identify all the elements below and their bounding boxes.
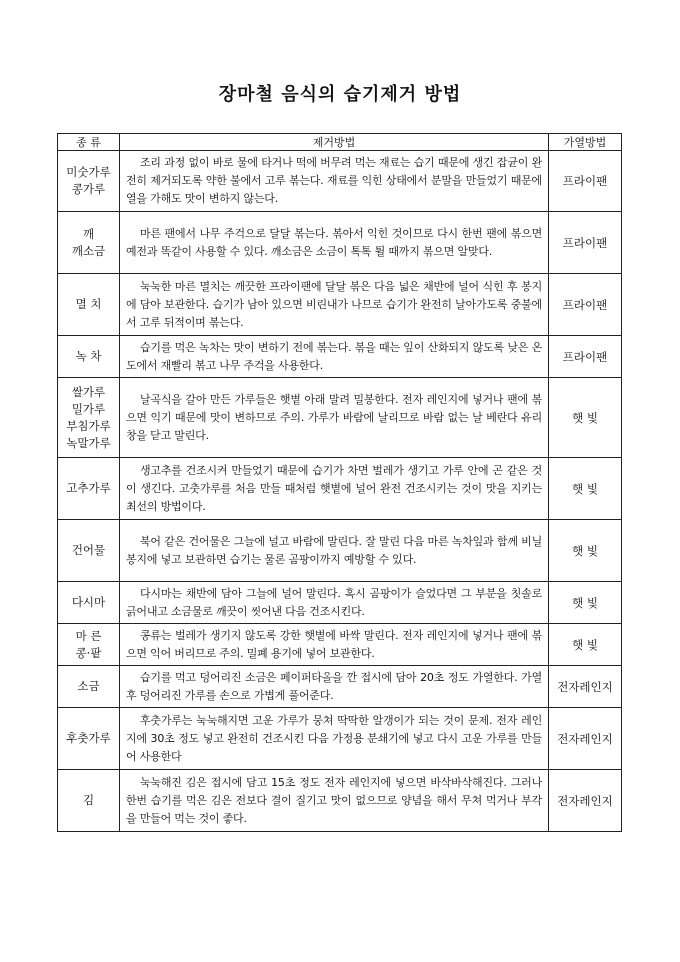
heating-method-cell: 햇 빛	[549, 458, 622, 520]
removal-method-cell: 눅눅한 마른 멸치는 깨끗한 프라이팬에 달달 볶은 다음 넓은 채반에 널어 식힌 후 봉지에 담아 보관한다. 습기가 남아 있으면 비린내가 나므로 습기가 완전히 날아가도록 중불에서 고루 뒤적이며 볶는다.	[120, 274, 549, 336]
heating-method-cell: 프라이팬	[549, 151, 622, 212]
food-type-line: 깨	[82, 226, 95, 241]
heating-method-cell: 전자레인지	[549, 708, 622, 770]
table-row	[58, 151, 622, 212]
food-type-cell	[58, 770, 120, 832]
food-type-line: 밀가루	[71, 401, 106, 416]
food-type-line: 김	[82, 793, 95, 807]
food-type-line: 소금	[77, 679, 100, 693]
removal-method-cell: 눅눅해진 김은 접시에 담고 15초 정도 전자 레인지에 넣으면 바삭바삭해진다. 그러나 한번 습기를 먹은 김은 전보다 결이 질기고 맛이 없으므로 양념을 해서 무쳐 먹거나 부각을 만들어 먹는 것이 좋다.	[120, 770, 549, 832]
removal-method-cell: 마른 팬에서 나무 주걱으로 달달 볶는다. 볶아서 익힌 것이므로 다시 한번 팬에 볶으면 예전과 똑같이 사용할 수 있다. 깨소금은 소금이 톡톡 튈 때까지 볶으면 알맞다.	[120, 212, 549, 274]
header-method: 제거방법	[120, 134, 549, 151]
removal-method-cell: 날곡식을 갈아 만든 가루들은 햇볕 아래 말려 밀봉한다. 전자 레인지에 넣거나 팬에 볶으면 익기 때문에 맛이 변하므로 주의. 가루가 바람에 날리므로 바람 없는 날 베란다 유리창을 닫고 말린다.	[120, 378, 549, 458]
header-type: 종 류	[58, 134, 120, 151]
removal-method-cell: 콩류는 벌레가 생기지 않도록 강한 햇볕에 바싹 말린다. 전자 레인지에 넣거나 팬에 볶으면 익어 버리므로 주의. 밀폐 용기에 넣어 보관한다.	[120, 624, 549, 666]
heating-method-cell: 프라이팬	[549, 336, 622, 378]
heating-method-cell: 햇 빛	[549, 520, 622, 582]
food-type-line: 고추가루	[66, 481, 111, 495]
food-type-cell	[58, 666, 120, 708]
food-type-cell	[58, 378, 120, 458]
food-type-line: 멸 치	[75, 297, 102, 311]
table-header-row	[58, 134, 622, 151]
food-type-line: 쌀가루	[71, 384, 106, 399]
food-type-cell	[58, 151, 120, 212]
food-type-cell	[58, 520, 120, 582]
table-row	[58, 458, 622, 520]
food-type-line: 콩·팥	[75, 645, 102, 660]
heating-method-cell: 햇 빛	[549, 378, 622, 458]
table-row	[58, 624, 622, 666]
table-row	[58, 770, 622, 832]
heating-method-cell: 전자레인지	[549, 666, 622, 708]
food-type-cell	[58, 458, 120, 520]
food-type-line: 녹 차	[75, 349, 102, 363]
removal-method-cell: 후춧가루는 눅눅해지면 고운 가루가 뭉쳐 딱딱한 알갱이가 되는 것이 문제. 전자 레인지에 30초 정도 넣고 완전히 건조시킨 다음 가정용 분쇄기에 넣고 다시 고운 가루를 만들어 사용한다	[120, 708, 549, 770]
table-row	[58, 666, 622, 708]
table-row	[58, 274, 622, 336]
heating-method-cell: 프라이팬	[549, 274, 622, 336]
moisture-removal-table	[57, 133, 622, 832]
table-row	[58, 212, 622, 274]
table-row	[58, 520, 622, 582]
food-type-line: 후춧가루	[66, 731, 111, 745]
table-row	[58, 378, 622, 458]
heating-method-cell: 전자레인지	[549, 770, 622, 832]
food-type-cell	[58, 212, 120, 274]
removal-method-cell: 북어 같은 건어물은 그늘에 널고 바람에 말린다. 잘 말린 다음 마른 녹차잎과 함께 비닐 봉지에 넣고 보관하면 습기는 물론 곰팡이까지 예방할 수 있다.	[120, 520, 549, 582]
food-type-cell	[58, 582, 120, 624]
heating-method-cell: 햇 빛	[549, 582, 622, 624]
table-row	[58, 336, 622, 378]
removal-method-cell: 습기를 먹은 녹차는 맛이 변하기 전에 볶는다. 볶을 때는 잎이 산화되지 않도록 낮은 온도에서 재빨리 볶고 나무 주걱을 사용한다.	[120, 336, 549, 378]
header-heating: 가열방법	[549, 134, 622, 151]
food-type-line: 미숫가루	[66, 165, 111, 179]
removal-method-cell: 다시마는 채반에 담아 그늘에 널어 말린다. 혹시 곰팡이가 슬었다면 그 부분을 칫솔로 긁어내고 소금물로 깨끗이 씻어낸 다음 건조시킨다.	[120, 582, 549, 624]
food-type-cell	[58, 274, 120, 336]
food-type-line: 부침가루	[66, 418, 111, 433]
heating-method-cell: 햇 빛	[549, 624, 622, 666]
food-type-line: 마 른	[75, 628, 102, 643]
table-row	[58, 582, 622, 624]
removal-method-cell: 생고추를 건조시켜 만들었기 때문에 습기가 차면 벌레가 생기고 가루 안에 곤 같은 것이 생긴다. 고춧가루를 처음 만들 때처럼 햇볕에 널어 완전 건조시키는 것이 맛을 지키는 최선의 방법이다.	[120, 458, 549, 520]
food-type-cell	[58, 624, 120, 666]
food-type-cell	[58, 336, 120, 378]
page-title: 장마철 음식의 습기제거 방법	[218, 84, 462, 105]
table-row	[58, 708, 622, 770]
food-type-cell	[58, 708, 120, 770]
food-type-line: 깨소금	[71, 243, 106, 258]
food-type-line: 건어물	[71, 543, 106, 557]
food-type-line: 콩가루	[71, 182, 106, 196]
heating-method-cell: 프라이팬	[549, 212, 622, 274]
food-type-line: 다시마	[71, 595, 106, 609]
food-type-line: 녹말가루	[66, 435, 111, 450]
removal-method-cell: 조리 과정 없이 바로 물에 타거나 떡에 버무려 먹는 재료는 습기 때문에 생긴 잡균이 완전히 제거되도록 약한 불에서 고루 볶는다. 재료를 익힌 상태에서 분말을 만들었기 때문에 열을 가해도 맛이 변하지 않는다.	[120, 151, 549, 212]
removal-method-cell: 습기를 먹고 덩어리진 소금은 페이퍼타올을 깐 접시에 담아 20초 정도 가열한다. 가열후 덩어리진 가루를 손으로 가볍게 풀어준다.	[120, 666, 549, 708]
